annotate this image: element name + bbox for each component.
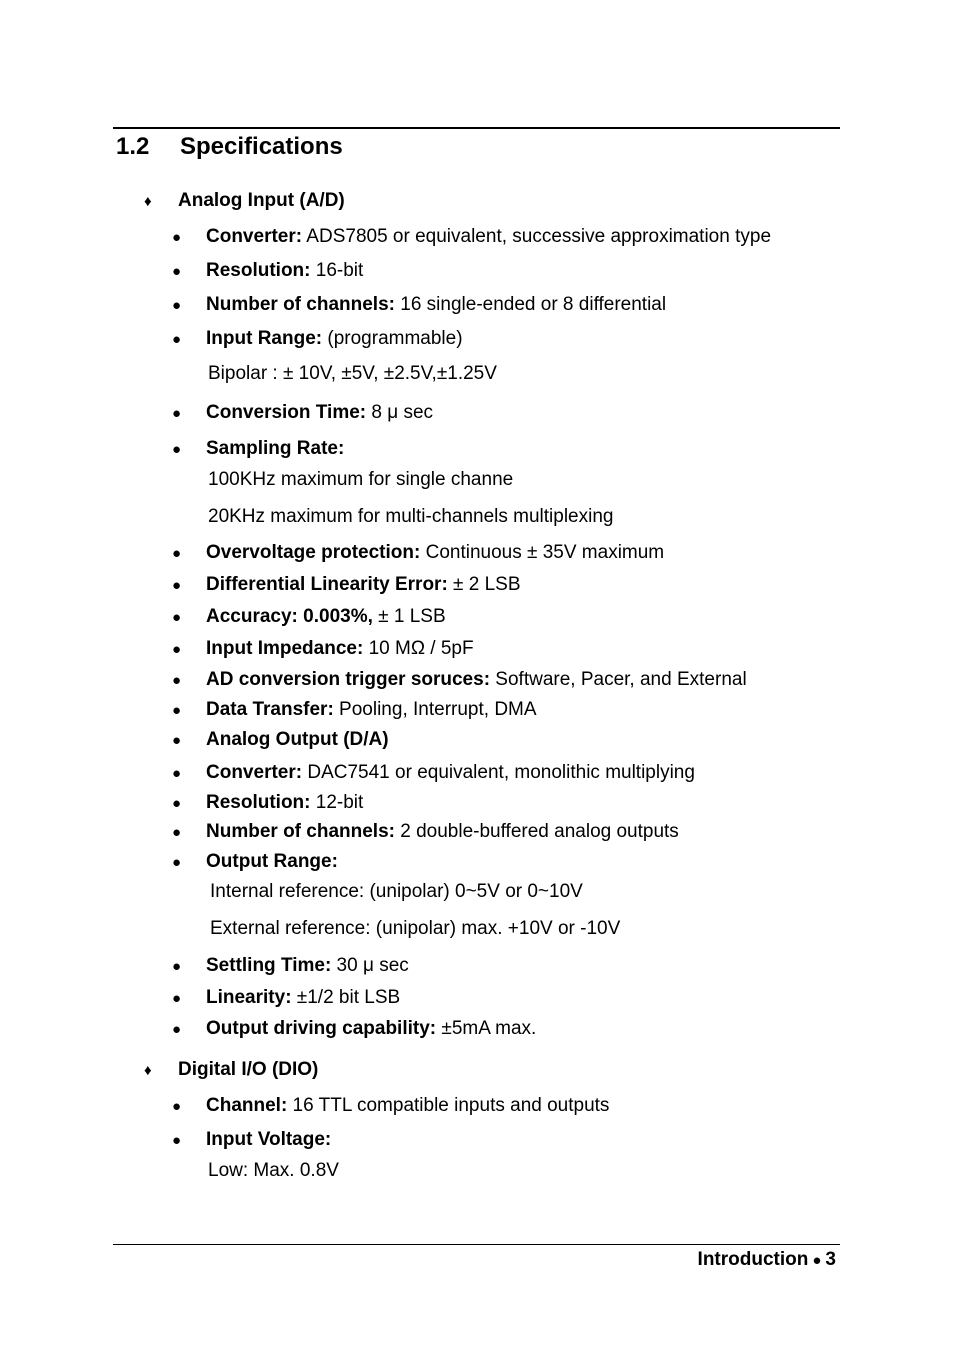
bullet-icon: ● <box>172 672 182 689</box>
item-value: (programmable) <box>322 328 463 349</box>
item-value: Continuous ± 35V maximum <box>420 542 665 563</box>
item-value: ± 2 LSB <box>447 574 521 595</box>
item-label: Input Voltage: <box>206 1129 332 1150</box>
item-value: 16 TTL compatible inputs and outputs <box>287 1095 610 1116</box>
bullet-icon: ● <box>172 1132 182 1149</box>
bullet-icon: ● <box>172 577 182 594</box>
item-detail: 20KHz maximum for multi-channels multiplexing <box>208 506 614 527</box>
page-number: 3 <box>825 1249 836 1270</box>
list-item <box>172 728 389 753</box>
item-value: ±1/2 bit LSB <box>291 987 401 1008</box>
bullet-icon: ● <box>172 545 182 562</box>
item-label: Number of channels: <box>206 821 395 842</box>
item-label: Resolution: <box>206 260 311 281</box>
bullet-icon: ● <box>172 609 182 626</box>
item-value: ADS7805 or equivalent, successive approximation type <box>302 226 772 247</box>
bullet-icon: ● <box>172 441 182 458</box>
bullet-icon: ● <box>172 824 182 841</box>
item-label: Accuracy: 0.003%, <box>206 606 373 627</box>
digital-io-heading <box>144 1058 318 1083</box>
item-value: 16-bit <box>310 260 364 281</box>
item-detail: Internal reference: (unipolar) 0~5V or 0~10V <box>210 881 583 902</box>
list-item <box>172 761 695 786</box>
list-item <box>172 698 537 723</box>
item-value: 12-bit <box>310 792 364 813</box>
section-heading <box>116 132 343 162</box>
item-value: 10 MΩ / 5pF <box>363 638 474 659</box>
bullet-icon: ● <box>172 263 182 280</box>
page-footer <box>698 1248 836 1273</box>
bullet-icon: ● <box>172 765 182 782</box>
list-item <box>172 850 338 875</box>
list-item <box>172 437 344 462</box>
item-detail: Bipolar : ± 10V, ±5V, ±2.5V,±1.25V <box>208 363 497 384</box>
item-value: Pooling, Interrupt, DMA <box>333 699 537 720</box>
item-label: Linearity: <box>206 987 292 1008</box>
list-item <box>172 327 463 352</box>
item-value: 8 μ sec <box>366 402 434 423</box>
item-value: Software, Pacer, and External <box>490 669 747 690</box>
item-label: AD conversion trigger soruces: <box>206 669 491 690</box>
item-value: 30 μ sec <box>331 955 409 976</box>
item-label: Sampling Rate: <box>206 438 345 459</box>
chapter-name: Introduction <box>697 1249 809 1270</box>
section-label: Analog Input (A/D) <box>178 190 345 211</box>
list-item <box>172 668 747 693</box>
item-value: 2 double-buffered analog outputs <box>394 821 679 842</box>
item-label: Output driving capability: <box>206 1018 437 1039</box>
top-rule <box>113 127 840 129</box>
bullet-icon: ● <box>172 702 182 719</box>
item-label: Data Transfer: <box>206 699 334 720</box>
item-label: Input Range: <box>206 328 323 349</box>
item-label: Conversion Time: <box>206 402 367 423</box>
list-item <box>172 293 666 318</box>
item-value: DAC7541 or equivalent, monolithic multiplying <box>302 762 695 783</box>
list-item <box>172 401 433 426</box>
item-label: Converter: <box>206 762 303 783</box>
item-detail: Low: Max. 0.8V <box>208 1160 339 1181</box>
item-label: Output Range: <box>206 851 338 872</box>
item-label: Resolution: <box>206 792 311 813</box>
diamond-bullet-icon: ♦ <box>144 193 152 210</box>
list-item <box>172 541 664 566</box>
bottom-rule <box>113 1244 840 1245</box>
list-item <box>172 1017 536 1042</box>
list-item <box>172 791 363 816</box>
bullet-icon: ● <box>172 297 182 314</box>
bullet-icon: ● <box>172 854 182 871</box>
bullet-icon: ● <box>172 958 182 975</box>
item-value: ± 1 LSB <box>372 606 446 627</box>
list-item <box>172 1128 331 1153</box>
analog-input-heading <box>144 189 345 214</box>
item-label: Converter: <box>206 226 303 247</box>
item-label: Overvoltage protection: <box>206 542 421 563</box>
bullet-icon: ● <box>172 331 182 348</box>
diamond-bullet-icon: ♦ <box>144 1062 152 1079</box>
bullet-icon: ● <box>172 795 182 812</box>
bullet-icon: ● <box>172 641 182 658</box>
bullet-icon: ● <box>172 1021 182 1038</box>
list-item <box>172 986 400 1011</box>
separator-dot-icon: ● <box>812 1252 822 1269</box>
item-label: Settling Time: <box>206 955 332 976</box>
list-item <box>172 259 363 284</box>
bullet-icon: ● <box>172 405 182 422</box>
bullet-icon: ● <box>172 990 182 1007</box>
bullet-icon: ● <box>172 229 182 246</box>
bullet-icon: ● <box>172 1098 182 1115</box>
item-value: ±5mA max. <box>436 1018 537 1039</box>
bullet-icon: ● <box>172 732 182 749</box>
item-detail: 100KHz maximum for single channe <box>208 469 514 490</box>
list-item <box>172 820 679 845</box>
item-label: Channel: <box>206 1095 288 1116</box>
item-detail: External reference: (unipolar) max. +10V or -10V <box>210 918 621 939</box>
item-label: Input Impedance: <box>206 638 364 659</box>
list-item <box>172 573 521 598</box>
item-label: Differential Linearity Error: <box>206 574 448 595</box>
item-label: Analog Output (D/A) <box>206 729 389 750</box>
section-label: Digital I/O (DIO) <box>178 1059 319 1080</box>
list-item <box>172 1094 609 1119</box>
list-item <box>172 605 446 630</box>
list-item <box>172 954 409 979</box>
list-item <box>172 637 474 662</box>
item-value: 16 single-ended or 8 differential <box>394 294 667 315</box>
section-title: Specifications <box>180 133 343 160</box>
list-item <box>172 225 771 250</box>
section-number: 1.2 <box>116 133 150 160</box>
item-label: Number of channels: <box>206 294 395 315</box>
